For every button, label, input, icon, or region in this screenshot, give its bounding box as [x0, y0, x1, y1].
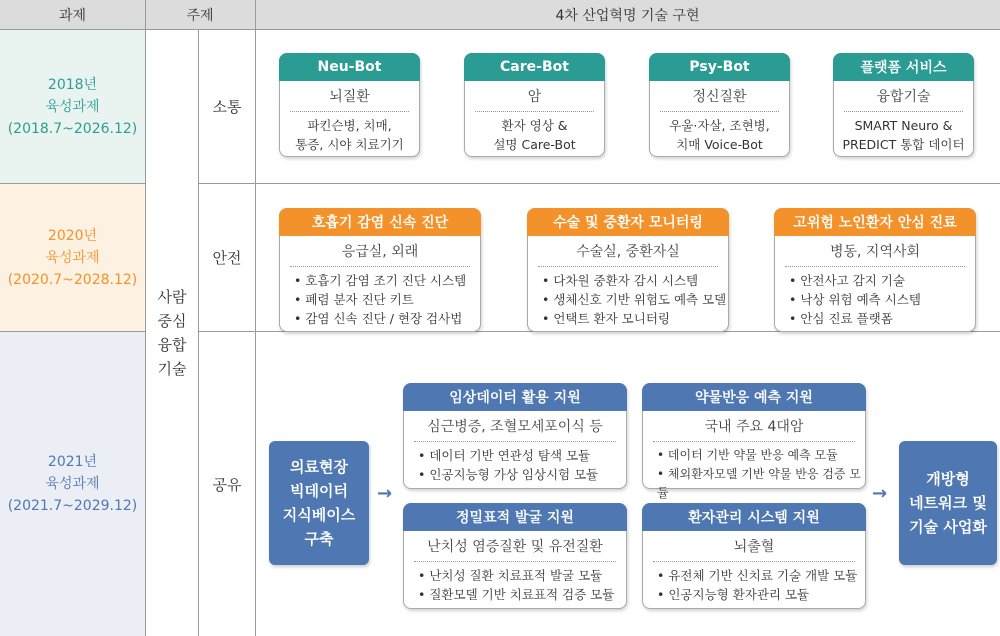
card-body [528, 271, 728, 328]
list-item: • 호흡기 감염 조기 진단 시스템 [294, 271, 480, 290]
list-item: • 안전사고 감지 기술 [789, 271, 975, 290]
card-subtitle: 뇌질환 [329, 89, 370, 105]
card-clinical-data [403, 383, 627, 489]
card-subtitle: 난치성 염증질환 및 유전질환 [427, 539, 603, 555]
dotted-divider [653, 441, 855, 442]
card-body [280, 116, 419, 154]
box-line: 의료현장 [290, 458, 348, 476]
card-respiratory-diagnosis [279, 208, 481, 332]
list-item: • 감염 신속 진단 / 현장 검사법 [294, 309, 480, 328]
row-year: 2021년 [47, 454, 98, 470]
band-sharing: 공유 [212, 475, 242, 494]
bigdata-knowledgebase-box [269, 441, 369, 565]
row-label: 육성과제 [45, 476, 100, 492]
card-title: Psy-Bot [649, 53, 790, 81]
card-care-bot [464, 53, 605, 157]
card-subtitle: 뇌출혈 [733, 539, 775, 555]
theme-line: 기술 [157, 360, 187, 378]
card-subtitle: 국내 주요 4대암 [704, 419, 804, 435]
header-col-task: 과제 [0, 0, 145, 29]
box-line: 구축 [304, 530, 334, 548]
card-subtitle: 응급실, 외래 [341, 244, 419, 260]
row-period: (2018.7~2026.12) [7, 120, 138, 137]
dotted-divider [414, 441, 616, 442]
divider [145, 0, 146, 636]
header-col-theme: 주제 [145, 0, 255, 29]
dotted-divider [844, 111, 963, 112]
arrow-right-icon: → [872, 483, 888, 504]
dotted-divider [414, 561, 616, 562]
card-psy-bot [649, 53, 790, 157]
card-subtitle: 융합기술 [876, 89, 931, 105]
card-line: 치매 Voice-Bot [676, 137, 763, 152]
row-label: 육성과제 [45, 98, 100, 115]
dotted-divider [653, 561, 855, 562]
list-item: • 데이터 기반 약물 반응 예측 모듈 [657, 446, 865, 465]
card-body [280, 271, 480, 328]
card-title: Care-Bot [464, 53, 605, 81]
arrow-right-icon: → [377, 483, 393, 504]
card-title: 임상데이터 활용 지원 [403, 383, 627, 411]
box-line: 개방형 [926, 470, 970, 488]
divider [0, 331, 145, 332]
card-title: 환자관리 시스템 지원 [642, 503, 866, 531]
box-line: 빅데이터 [290, 482, 348, 500]
card-patient-management [642, 503, 866, 609]
box-line: 기술 사업화 [909, 518, 987, 536]
row-2020 [0, 184, 145, 331]
card-body [643, 566, 865, 604]
card-subtitle: 병동, 지역사회 [829, 244, 921, 260]
box-line: 지식베이스 [282, 506, 356, 524]
divider [0, 183, 145, 184]
card-title: 약물반응 예측 지원 [642, 383, 866, 411]
theme-label [146, 30, 198, 636]
dotted-divider [290, 266, 470, 267]
card-surgery-monitoring [527, 208, 729, 332]
dotted-divider [290, 111, 409, 112]
header-col-tech: 4차 산업혁명 기술 구현 [255, 0, 1000, 29]
card-title: 플랫폼 서비스 [833, 53, 974, 81]
list-item: • 생체신호 기반 위험도 예측 모델 [542, 290, 728, 309]
card-elderly-care [774, 208, 976, 332]
card-line: PREDICT 통합 데이터 [842, 137, 965, 152]
card-drug-response [642, 383, 866, 500]
card-line: 파킨슨병, 치매, [307, 118, 392, 133]
divider [198, 30, 199, 636]
band-communication: 소통 [212, 98, 242, 116]
row-2018 [0, 30, 145, 183]
card-subtitle: 암 [527, 89, 542, 105]
list-item: • 낙상 위험 예측 시스템 [789, 290, 975, 309]
list-item: • 난치성 질환 치료표적 발굴 모듈 [418, 566, 626, 585]
divider [0, 29, 1000, 30]
dotted-divider [538, 266, 718, 267]
card-body [465, 116, 604, 154]
list-item: • 다차원 중환자 감시 시스템 [542, 271, 728, 290]
card-subtitle: 정신질환 [692, 89, 747, 105]
band-safety: 안전 [212, 249, 242, 267]
card-title: 정밀표적 발굴 지원 [403, 503, 627, 531]
card-line: SMART Neuro & [854, 118, 953, 133]
card-neu-bot [279, 53, 420, 157]
card-subtitle: 심근병증, 조혈모세포이식 등 [427, 419, 603, 435]
card-body [650, 116, 789, 154]
card-body [834, 116, 973, 154]
row-2021 [0, 332, 145, 636]
card-subtitle: 수술실, 중환자실 [576, 244, 680, 260]
card-title: 수술 및 중환자 모니터링 [527, 208, 729, 236]
list-item: • 유전체 기반 신치료 기술 개발 모듈 [657, 566, 865, 585]
list-item: • 질환모델 기반 치료표적 검증 모듈 [418, 585, 626, 604]
list-item: • 데이터 기반 연관성 탐색 모듈 [418, 446, 626, 465]
divider [198, 183, 1000, 184]
row-period: (2021.7~2029.12) [7, 498, 138, 514]
row-period: (2020.7~2028.12) [7, 271, 138, 288]
theme-line: 융합 [157, 336, 187, 354]
card-line: 통증, 시야 치료기기 [295, 137, 404, 152]
row-year: 2020년 [47, 227, 98, 244]
card-body [404, 446, 626, 484]
dotted-divider [660, 111, 779, 112]
theme-line: 사람 [157, 288, 187, 306]
dotted-divider [785, 266, 965, 267]
theme-line: 중심 [157, 312, 187, 330]
card-body [643, 446, 865, 503]
card-title: Neu-Bot [279, 53, 420, 81]
card-line: 환자 영상 & [501, 118, 568, 133]
row-year: 2018년 [47, 76, 98, 93]
list-item: • 안심 진료 플랫폼 [789, 309, 975, 328]
card-title: 호흡기 감염 신속 진단 [279, 208, 481, 236]
card-line: 설명 Care-Bot [493, 137, 576, 152]
box-line: 네트워크 및 [909, 494, 987, 512]
row-label: 육성과제 [45, 249, 100, 266]
open-network-box [899, 441, 997, 565]
list-item: • 체외환자모델 기반 약물 반응 검증 모듈 [657, 465, 865, 503]
list-item: • 인공지능형 가상 임상시험 모듈 [418, 465, 626, 484]
dotted-divider [475, 111, 594, 112]
card-precision-target [403, 503, 627, 609]
card-platform-service [833, 53, 974, 157]
card-body [775, 271, 975, 328]
card-line: 우울·자살, 조현병, [669, 118, 770, 133]
card-title: 고위험 노인환자 안심 진료 [774, 208, 976, 236]
card-body [404, 566, 626, 604]
list-item: • 인공지능형 환자관리 모듈 [657, 585, 865, 604]
list-item: • 폐렴 분자 진단 키트 [294, 290, 480, 309]
list-item: • 언택트 환자 모니터링 [542, 309, 728, 328]
divider [255, 0, 256, 636]
